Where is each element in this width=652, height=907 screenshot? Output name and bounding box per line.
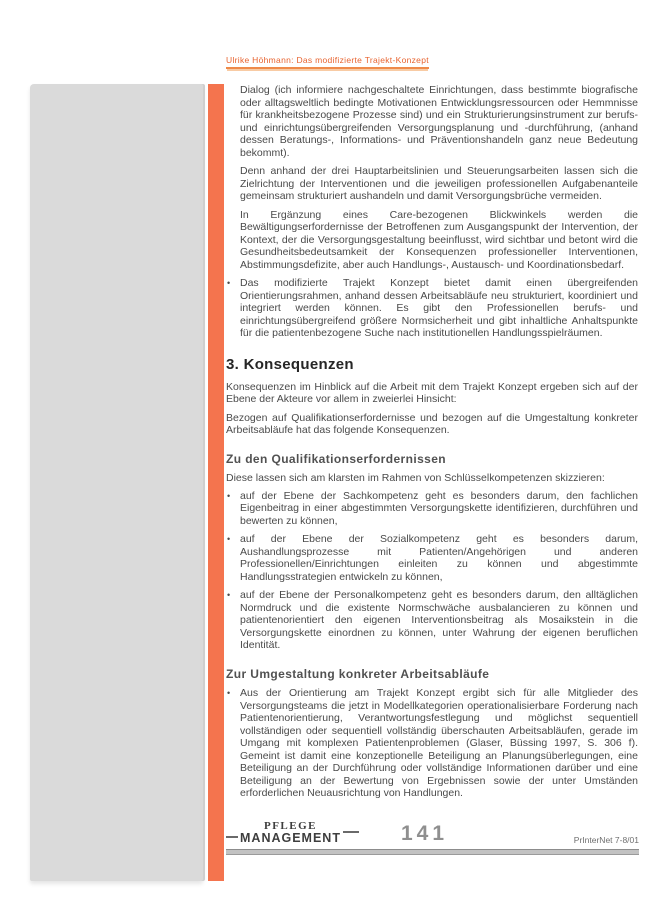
left-gray-panel [30,84,203,881]
paragraph-text: In Ergänzung eines Care-bezogenen Blickwinkels werden die Bewältigungserfordernisse der Betroffenen zum Ausgangspunkt der Intervention, der Kontext, der die Versorgungsgestaltung beeinflusst, wird sichtbar und betont wird die Gesundheitsbedeutsamkeit der Konsequenzen professioneller Interventionen, Abstimmungsdefizite, aber auch Handlungs-, Austausch- und Koordinationsbedarf. [240,208,638,271]
running-header-text: Ulrike Höhmann: Das modifizierte Trajekt-Konzept [226,55,429,69]
logo-rule-left [226,836,238,838]
bullet-icon: • [227,590,231,600]
section-heading-konsequenzen: 3. Konsequenzen [226,355,354,373]
page-number: 141 [400,821,449,845]
footer-row [226,819,639,847]
bullet-text: auf der Ebene der Personalkompetenz geht es besonders darum, den alltäglichen Normdruck und die existente Normschwäche ausbalancieren zu können und patientenorientiert den eigenen Interventionsbeitrag als Mosaikstein in die Versorgungskette einordnen zu können, unter Wahrung der eigenen beruflichen Identität. [240,589,638,651]
paragraph-text: Denn anhand der drei Hauptarbeitslinien und Steuerungsarbeiten lassen sich die Zielrichtung der Interventionen und die jeweiligen professionellen Aufgabenanteile gemeinsam strukturiert aushandeln und damit Versorgungsbrüche vermeiden. [240,165,638,202]
lead-paragraph-2: Bezogen auf Qualifikationserfordernisse und bezogen auf die Umgestaltung konkreter Arbeitsabläufe hat das folgende Konsequenzen. [226,411,638,436]
logo-rule-right [343,831,359,833]
qualifications-intro: Diese lassen sich am klarsten im Rahmen von Schlüsselkompetenzen skizzieren: [226,472,605,484]
paragraph-text: Dialog (ich informiere nachgeschaltete Einrichtungen, dass bestimmte biografische oder alltagsweltlich bedingte Motivationen Entwicklungsressourcen oder Hemmnisse für krankheitsbezogene Prozesse sind) und ein Strukturierungsinstrument zur berufs- und einrichtungsübergreifenden Versorgungsplanung und -durchführung, (anhand dessen Beratungs-, Informations- und Präventionshandeln ganz neue Bedeutung bekommt). [240,84,638,159]
bullet-item-sozialkompetenz [227,533,638,583]
bullet-icon: • [227,278,231,288]
bullet-icon: • [227,688,231,698]
logo-management: MANAGEMENT [240,831,341,845]
bullet-text: auf der Ebene der Sozialkompetenz geht es besonders darum, Aushandlungsprozesse mit Patienten/Angehörigen und anderen Professionellen/Einrichtungen einleiten zu können und abgestimmte Handlungsstrategien entwickeln zu können, [240,533,638,583]
subheading-umgestaltung-arbeitsablaeufe: Zur Umgestaltung konkreter Arbeitsabläufe [226,666,490,681]
page-footer [226,819,639,855]
bullet-item-personalkompetenz [227,589,638,652]
bullet-icon: • [227,490,231,501]
journal-logo [226,821,359,845]
paragraph-text: Das modifizierte Trajekt Konzept bietet damit einen übergreifenden Orientierungsrahmen, anhand dessen Arbeitsabläufe neu strukturiert, koordiniert und integriert werden können. Es gibt den Professionellen berufs- und einrichtungsübergreifend größere Normsicherheit und gibt inhaltliche Anhaltspunkte für die patientenbezogene Suche nach institutionellen Handlungsspielräumen. [240,277,638,339]
issue-label: PrInterNet 7-8/01 [573,835,639,845]
subheading-qualifikationserfordernisse: Zu den Qualifikationserfordernissen [226,451,447,466]
paragraph-hauptarbeitslinien [240,165,638,203]
article-body [226,84,638,816]
paragraph-care-blickwinkel [240,209,638,272]
bullet-item-trajekt-konzept [227,277,638,340]
lead-paragraph-1: Konsequenzen im Hinblick auf die Arbeit mit dem Trajekt Konzept ergeben sich auf der Ebene der Akteure vor allem in zweierlei Hinsicht: [226,380,638,405]
footer-rule [226,849,639,855]
bullet-text: Aus der Orientierung am Trajekt Konzept ergibt sich für alle Mitglieder des Versorgungsteams die jetzt in Modellkategorien operationalisierbare Forderung nach Patientenorientierung, Verantwortungsfestlegung und möglichst sequentiell vollständigen oder sequentiell vollständig überschauten Arbeitsabläufen, gerade im Umgang mit komplexen Patientenproblemen (Glaser, Büssing 1997, S. 306 f). Gemeint ist damit eine konzeptionelle Beteiligung an Planungsüberlegungen, eine Beteiligung an der Durchführung oder vollständige Informationen darüber und eine Beteiligung an der Bewertung von Ergebnissen sowie der unter Umständen erforderlichen Neuausrichtung von Handlungen. [240,687,638,799]
running-header [226,55,638,69]
bullet-item-orientierung-trajekt [227,687,638,800]
bullet-icon: • [227,534,231,544]
bullet-item-sachkompetenz [227,489,638,528]
paragraph-dialog [240,84,638,159]
orange-accent-bar [208,84,224,881]
logo-text [240,821,341,845]
bullet-text: auf der Ebene der Sachkompetenz geht es besonders darum, den fachlichen Eigenbeitrag in einer abgestimmten Versorgungskette identifizieren, durchführen und bewerten zu können, [240,489,638,527]
logo-pflege: PFLEGE [263,820,317,832]
